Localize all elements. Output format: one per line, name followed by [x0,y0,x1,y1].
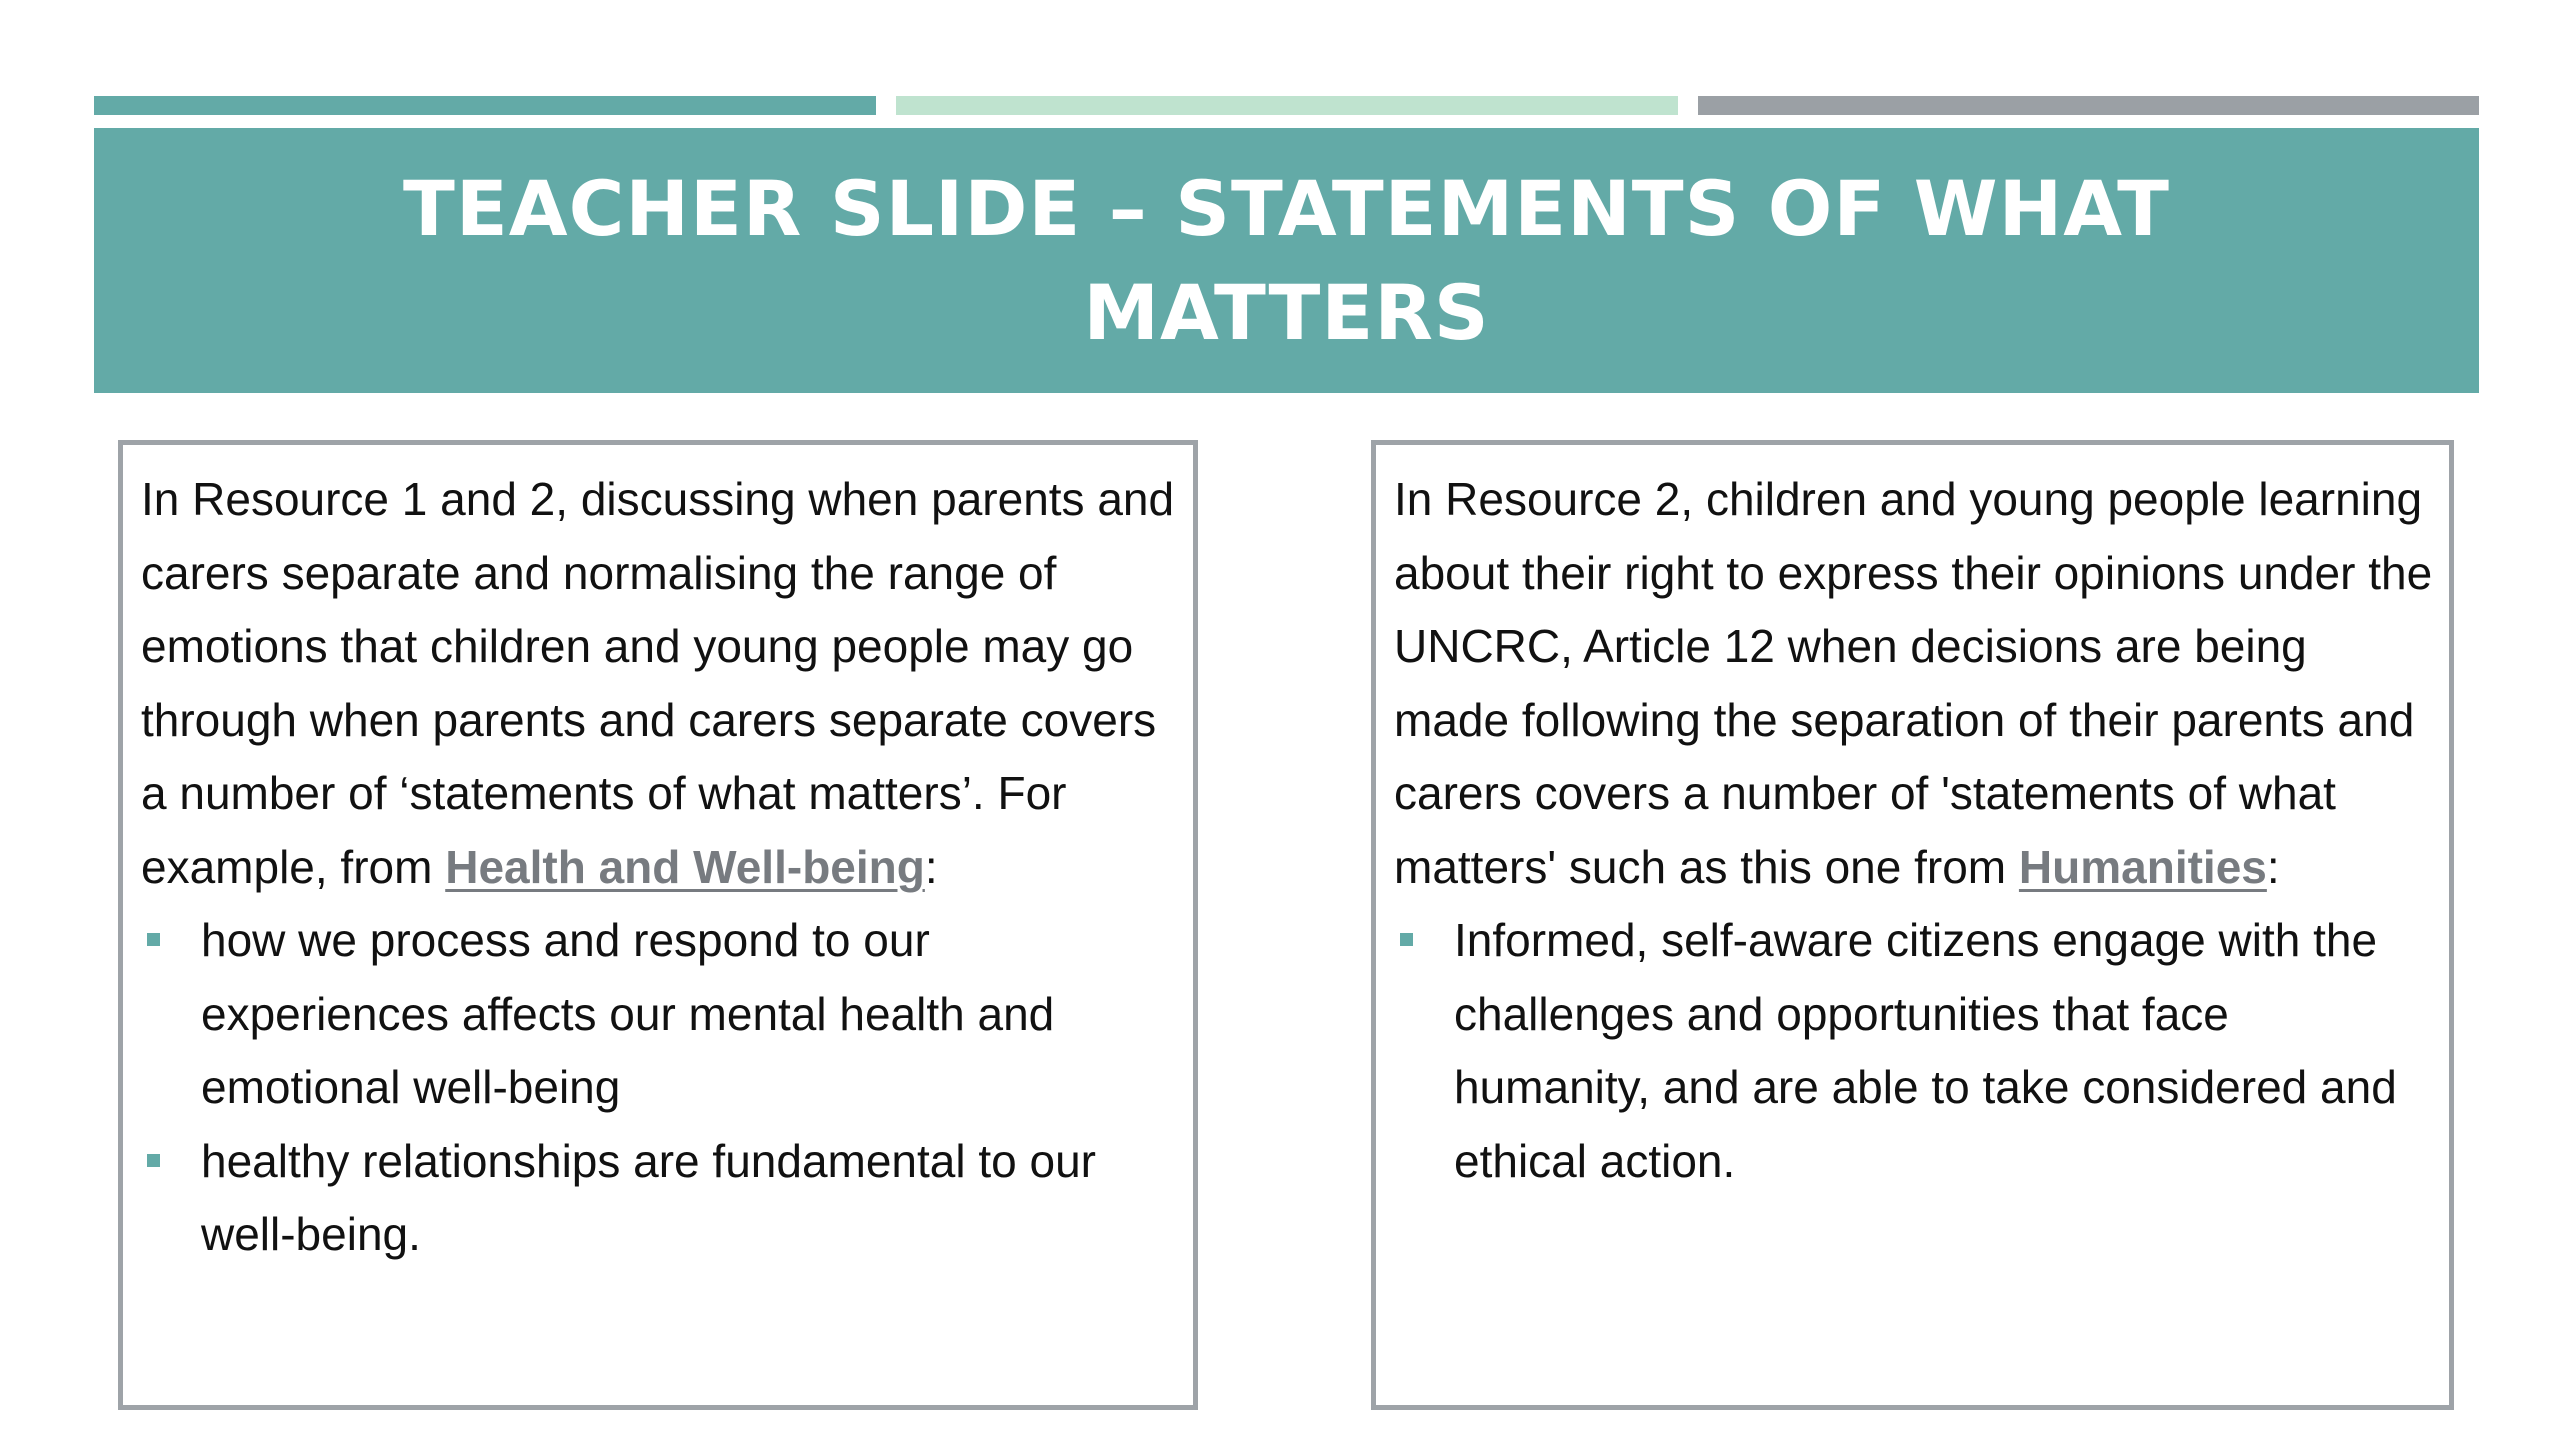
square-bullet-icon [147,933,160,946]
right-text-box [1371,440,2454,1410]
accent-bar-mint [896,96,1678,115]
bullet-text: Informed, self-aware citizens engage with the challenges and opportunities that face humanity, and are able to take considered and ethical action. [1454,914,2397,1187]
square-bullet-icon [147,1154,160,1167]
square-bullet-icon [1400,933,1413,946]
left-paragraph [141,463,1177,904]
bullet-text: healthy relationships are fundamental to our well-being. [201,1134,1097,1260]
right-after-link: : [2266,840,2280,893]
bullet-text: how we process and respond to our experiences affects our mental health and emotional well-being [201,914,1055,1113]
health-and-wellbeing-link[interactable]: Health and Well-being [445,840,925,893]
right-paragraph [1394,463,2433,904]
accent-bar-grey [1698,96,2479,115]
right-bullet-list [1394,904,2433,1198]
title-banner [94,128,2479,393]
left-intro-text: In Resource 1 and 2, discussing when parents and carers separate and normalising the range of emotions that children and young people may go through when parents and carers separate covers a number of ‘statements of what matters’. For example, from [141,473,1175,893]
accent-bar-teal [94,96,876,115]
right-intro-text: In Resource 2, children and young people learning about their right to express their opinions under the UNCRC, Article 12 when decisions are being made following the separation of their parents and carers covers a number of 'statements of what matters' such as this one from [1394,473,2433,893]
list-item [141,904,1177,1125]
list-item [1394,904,2433,1198]
left-bullet-list [141,904,1177,1272]
list-item [141,1125,1177,1272]
left-text-box [118,440,1198,1410]
left-after-link: : [924,840,938,893]
slide-title: TEACHER SLIDE – STATEMENTS OF WHAT MATTERS [403,163,2170,357]
humanities-link[interactable]: Humanities [2018,840,2267,893]
